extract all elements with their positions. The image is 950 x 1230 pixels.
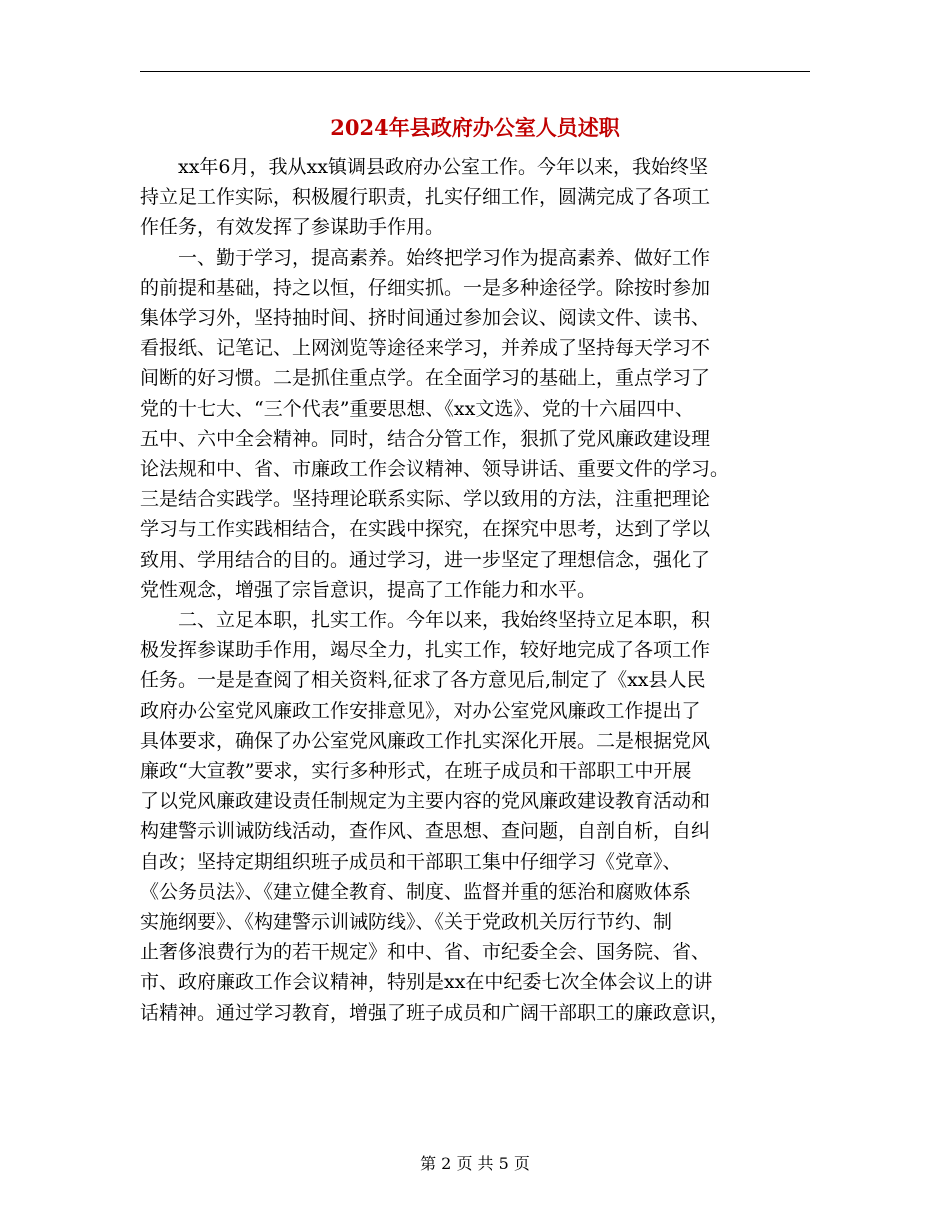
body-line: 三是结合实践学。坚持理论联系实际、学以致用的方法，注重把理论 xyxy=(140,488,711,511)
body-line: 集体学习外，坚持抽时间、挤时间通过参加会议、阅读文件、读书、 xyxy=(140,307,711,329)
body-line: 作任务，有效发挥了参谋助手作用。 xyxy=(140,216,445,239)
document-title: 2024年县政府办公室人员述职 xyxy=(330,115,620,140)
body-line: 党的十七大、“三个代表”重要思想、《xx文选》、党的十六届四中、 xyxy=(140,397,694,420)
body-line: xx年6月，我从xx镇调县政府办公室工作。今年以来，我始终坚 xyxy=(140,156,708,178)
body-line: 自改；坚持定期组织班子成员和干部职工集中仔细学习《党章》、 xyxy=(140,850,682,873)
body-line: 了以党风廉政建设责任制规定为主要内容的党风廉政建设教育活动和 xyxy=(140,790,711,813)
body-line: 二、立足本职，扎实工作。今年以来，我始终坚持立足本职，积 xyxy=(140,609,711,631)
body-line: 《公务员法》、《建立健全教育、制度、监督并重的惩治和腐败体系 xyxy=(140,880,692,903)
body-line: 论法规和中、省、市廉政工作会议精神、领导讲话、重要文件的学习。 xyxy=(140,458,730,480)
header-rule xyxy=(140,71,810,72)
body-line: 致用、学用结合的目的。通过学习，进一步坚定了理想信念，强化了 xyxy=(140,548,711,571)
body-line: 五中、六中全会精神。同时，结合分管工作，狠抓了党风廉政建设理 xyxy=(140,427,711,450)
body-line: 廉政“大宣教”要求，实行多种形式，在班子成员和干部职工中开展 xyxy=(140,760,692,782)
body-line: 间断的好习惯。二是抓住重点学。在全面学习的基础上，重点学习了 xyxy=(140,367,711,390)
body-line: 政府办公室党风廉政工作安排意见》，对办公室党风廉政工作提出了 xyxy=(140,699,701,722)
page-footer: 第 2 页 共 5 页 xyxy=(420,1154,530,1173)
body-line: 实施纲要》、《构建警示训诫防线》、《关于党政机关厉行节约、制 xyxy=(140,911,673,933)
body-line: 党性观念，增强了宗旨意识，提高了工作能力和水平。 xyxy=(140,578,597,601)
body-line: 的前提和基础，持之以恒，仔细实抓。一是多种途径学。除按时参加 xyxy=(140,276,711,299)
body-line: 市、政府廉政工作会议精神，特别是xx在中纪委七次全体会议上的讲 xyxy=(140,971,713,994)
body-line: 话精神。通过学习教育，增强了班子成员和广阔干部职工的廉政意识， xyxy=(140,1001,730,1024)
body-line: 止奢侈浪费行为的若干规定》和中、省、市纪委全会、国务院、省、 xyxy=(140,941,711,964)
body-line: 持立足工作实际，积极履行职责，扎实仔细工作，圆满完成了各项工 xyxy=(140,186,711,209)
body-line: 构建警示训诫防线活动，查作风、查思想、查问题，自剖自析，自纠 xyxy=(140,820,711,843)
body-line: 学习与工作实践相结合，在实践中探究，在探究中思考，达到了学以 xyxy=(140,518,711,541)
body-line: 看报纸、记笔记、上网浏览等途径来学习，并养成了坚持每天学习不 xyxy=(140,337,711,360)
body-line: 极发挥参谋助手作用，竭尽全力，扎实工作，较好地完成了各项工作 xyxy=(140,639,711,662)
body-line: 具体要求，确保了办公室党风廉政工作扎实深化开展。二是根据党风 xyxy=(140,729,711,752)
body-line: 任务。一是是查阅了相关资料,征求了各方意见后,制定了《xx县人民 xyxy=(140,669,706,692)
body-line: 一、勤于学习，提高素养。始终把学习作为提高素养、做好工作 xyxy=(140,246,711,269)
